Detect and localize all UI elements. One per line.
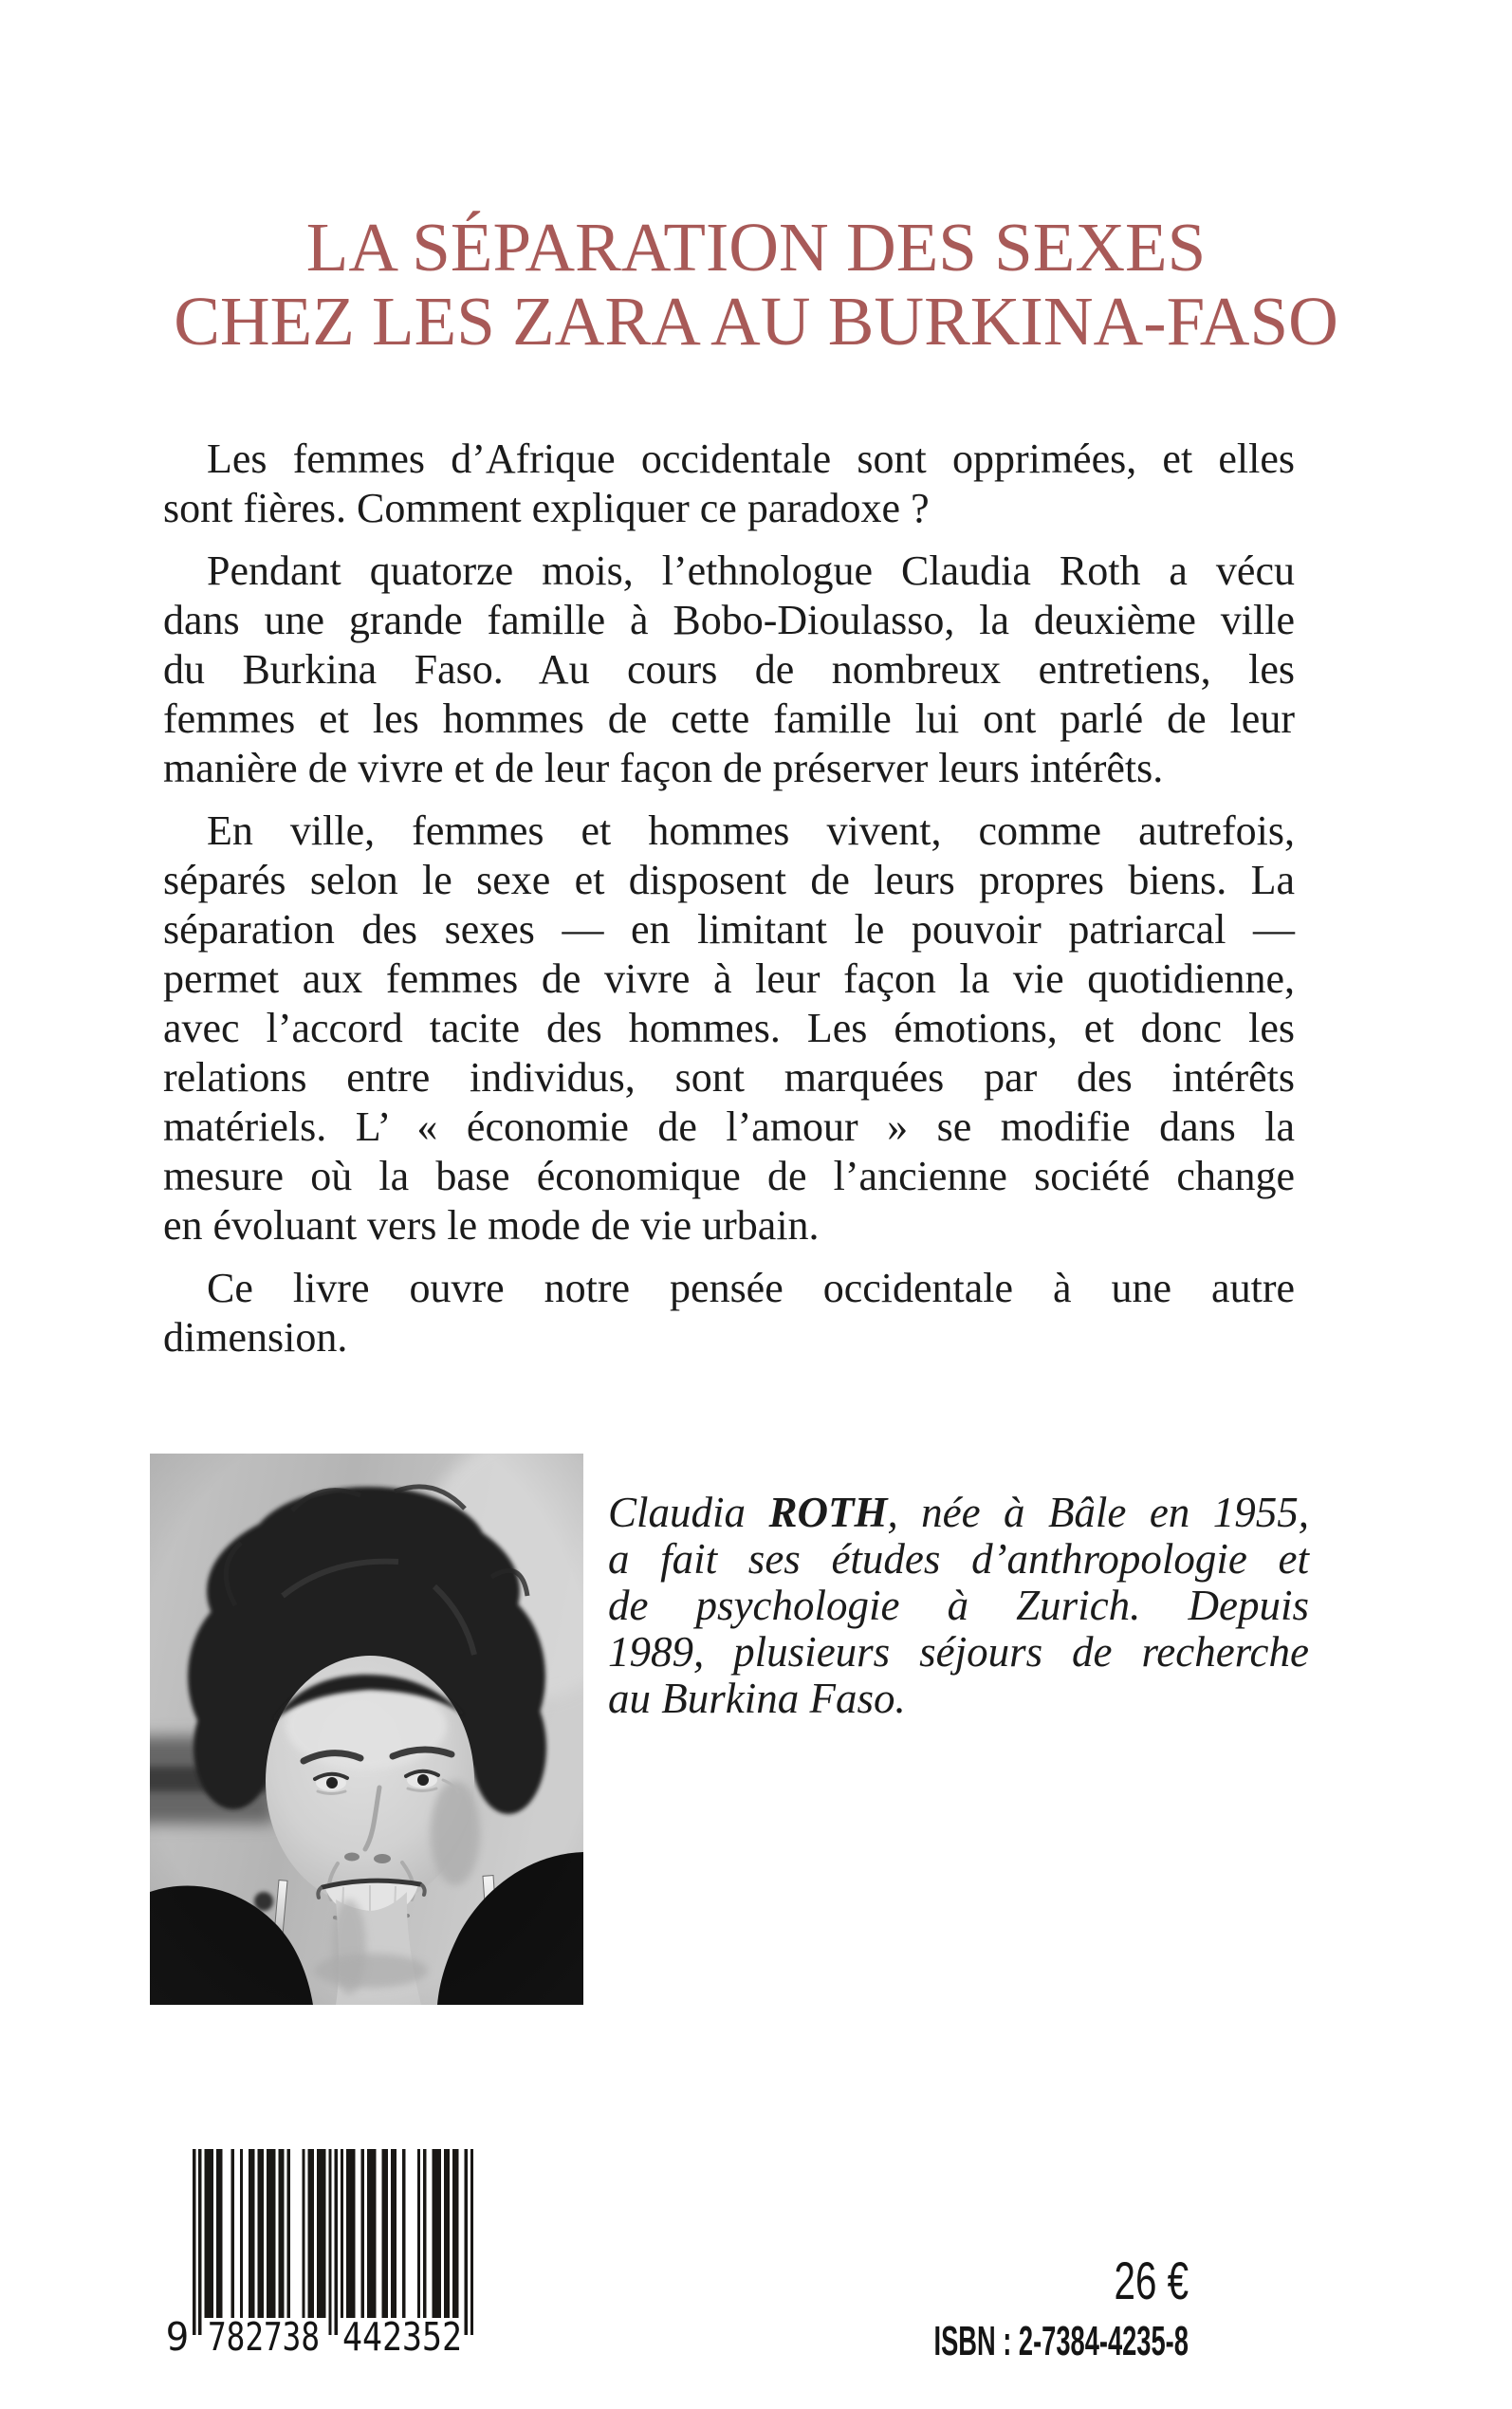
text-line: séparés selon le sexe et disposent de leurs propres biens. La	[163, 857, 1295, 903]
barcode-digits-right: 442352	[342, 2314, 462, 2356]
text-line: en évoluant vers le mode de vie urbain.	[163, 1202, 820, 1249]
text-line: séparation des sexes — en limitant le pouvoir patriarcal —	[163, 906, 1295, 953]
text-line: femmes et les hommes de cette famille lui ont parlé de leur	[163, 695, 1295, 742]
text-line: matériels. L’ « économie de l’amour » se modifie dans la	[163, 1103, 1295, 1150]
text-line: En ville, femmes et hommes vivent, comme autrefois,	[207, 807, 1295, 854]
paragraph-2	[163, 547, 1295, 793]
book-title	[95, 211, 1417, 359]
back-cover-text	[163, 435, 1295, 1362]
bio-author-last-name: ROTH	[768, 1489, 888, 1536]
paragraph-4	[163, 1264, 1295, 1362]
bio-line: 1989, plusieurs séjours de recherche	[608, 1628, 1309, 1676]
bio-author-first-name: Claudia	[608, 1489, 769, 1536]
text-line: sont fières. Comment expliquer ce paradoxe ?	[163, 485, 930, 531]
paragraph-1	[163, 435, 1295, 533]
paragraph-3	[163, 806, 1295, 1251]
text-line: Pendant quatorze mois, l’ethnologue Claudia Roth a vécu	[207, 547, 1295, 594]
book-title-line-1: LA SÉPARATION DES SEXES	[305, 209, 1207, 286]
text-line: avec l’accord tacite des hommes. Les émotions, et donc les	[163, 1005, 1295, 1051]
text-line: Les femmes d’Afrique occidentale sont opprimées, et elles	[207, 435, 1295, 482]
author-photo-illustration	[150, 1454, 583, 2005]
text-line: Ce livre ouvre notre pensée occidentale à une autre	[207, 1265, 1295, 1311]
book-title-line-2: CHEZ LES ZARA AU BURKINA-FASO	[174, 283, 1338, 360]
text-line: dans une grande famille à Bobo-Dioulasso, la deuxième ville	[163, 597, 1295, 643]
text-line: dimension.	[163, 1314, 348, 1361]
author-photo	[150, 1454, 583, 2005]
barcode-bars	[193, 2149, 473, 2335]
isbn-label: ISBN : 2-7384-4235-8	[933, 2318, 1189, 2364]
bio-line-1-rest: , née à Bâle en 1955,	[887, 1489, 1309, 1536]
bio-line: a fait ses études d’anthropologie et	[608, 1535, 1309, 1583]
text-line: du Burkina Faso. Au cours de nombreux entretiens, les	[163, 646, 1295, 693]
price-label: 26 €	[1114, 2251, 1189, 2310]
bio-line: de psychologie à Zurich. Depuis	[608, 1582, 1309, 1629]
text-line: relations entre individus, sont marquées par des intérêts	[163, 1054, 1295, 1101]
text-line: mesure où la base économique de l’ancienne société change	[163, 1153, 1295, 1199]
barcode-digit-first: 9	[165, 2314, 190, 2356]
text-line: manière de vivre et de leur façon de préserver leurs intérêts.	[163, 745, 1164, 791]
text-line: permet aux femmes de vivre à leur façon la vie quotidienne,	[163, 955, 1295, 1002]
barcode-digits-left: 782738	[208, 2314, 320, 2356]
ean-barcode	[157, 2149, 479, 2356]
author-bio	[608, 1490, 1309, 1722]
bio-line	[608, 1490, 1309, 1536]
bio-line: au Burkina Faso.	[608, 1675, 906, 1722]
